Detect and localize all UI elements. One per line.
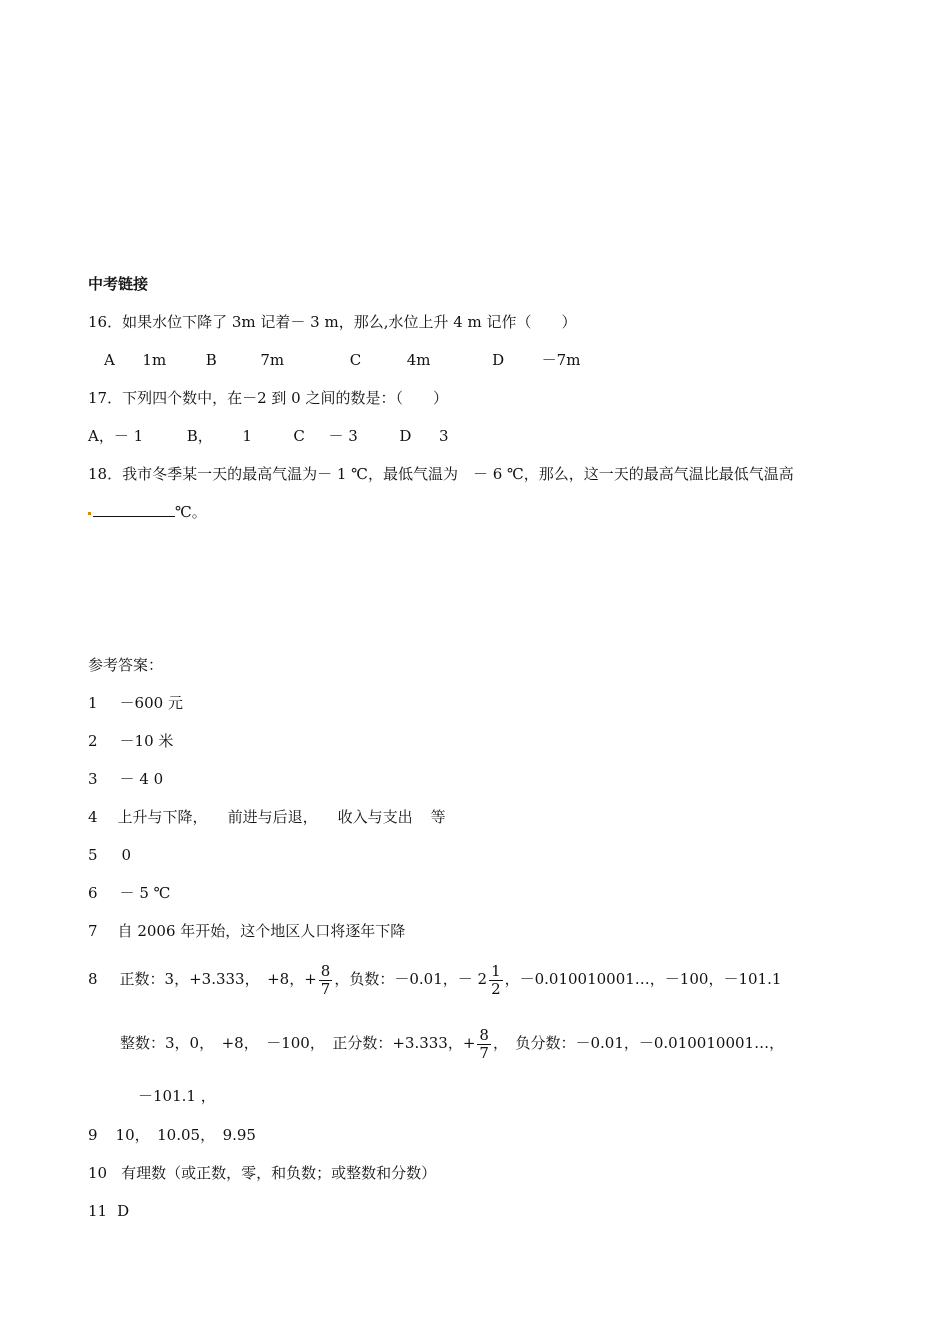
answer-part: 前进与后退， — [227, 808, 318, 826]
fraction-8-7: $\frac{8}{7}$ — [479, 1025, 489, 1062]
marker-dot — [88, 512, 91, 515]
answer-number: 6 — [88, 884, 98, 902]
q16-option-d-letter: D — [492, 351, 505, 369]
answer-part: 上升与下降， — [117, 808, 208, 826]
answer-3 — [88, 769, 163, 789]
answer-8-line-3: －101.1 ， — [138, 1087, 216, 1105]
answer-1 — [88, 693, 183, 713]
answer-text: 10， 10.05， 9.95 — [115, 1126, 256, 1144]
answer-text: －600 元 — [119, 694, 183, 712]
answer-4 — [88, 807, 446, 827]
q17-option-c-letter: C — [293, 427, 305, 445]
q16-option-b-letter: B — [205, 351, 217, 369]
answer-8-negatives-rest: ，－0.010010001…，－100，－101.1 — [504, 970, 782, 988]
question-17-options — [88, 426, 448, 446]
answer-number: 11 — [88, 1202, 108, 1220]
q16-option-a-letter: A — [104, 351, 115, 369]
answer-10 — [88, 1163, 436, 1183]
answer-8-negative-fractions: ， 负分数：－0.01，－0.010010001…， — [492, 1034, 785, 1052]
answer-text: 自 2006 年开始，这个地区人口将逐年下降 — [117, 922, 406, 940]
question-16-options — [104, 350, 580, 370]
q16-option-b-value: 7m — [260, 351, 285, 369]
answers-title: 参考答案： — [88, 656, 164, 674]
answer-part: 等 — [430, 808, 446, 826]
q16-option-d-value: －7m — [541, 351, 581, 369]
q18-unit: ℃。 — [175, 503, 207, 521]
answer-number: 9 — [88, 1126, 98, 1144]
answer-number: 5 — [88, 846, 98, 864]
answer-number: 8 — [88, 970, 98, 988]
answer-6 — [88, 883, 170, 903]
answer-number: 1 — [88, 694, 98, 712]
answer-text: － 4 0 — [119, 770, 164, 788]
answer-text: D — [117, 1202, 130, 1220]
answer-8-line-2 — [120, 1020, 784, 1066]
q16-option-c-letter: C — [349, 351, 362, 369]
fraction-8-7: $\frac{8}{7}$ — [320, 961, 331, 998]
q17-option-a: A，－ 1 — [88, 427, 144, 445]
question-18-answer-line — [88, 502, 207, 522]
answer-blank[interactable] — [93, 502, 175, 517]
section-title: 中考链接 — [88, 275, 149, 293]
answer-number: 10 — [88, 1164, 108, 1182]
answer-text: － 5 ℃ — [119, 884, 171, 902]
answer-number: 4 — [88, 808, 98, 826]
answer-number: 3 — [88, 770, 98, 788]
answer-part: 收入与支出 — [337, 808, 413, 826]
answer-text: 有理数（或正数，零，和负数；或整数和分数） — [121, 1164, 437, 1182]
question-16-stem: 16．如果水位下降了 3m 记着－ 3 m，那么,水位上升 4 m 记作（ ） — [88, 313, 577, 331]
q16-option-a-value: 1m — [142, 351, 167, 369]
answer-11 — [88, 1201, 129, 1221]
answer-8-negatives: ，负数：－0.01，－ 2 — [334, 970, 488, 988]
question-17-stem: 17．下列四个数中，在－2 到 0 之间的数是：（ ） — [88, 389, 448, 407]
answer-8-positives: 正数：3，+3.333， +8，+ — [119, 970, 317, 988]
q17-option-b-letter: B， — [186, 427, 213, 445]
answer-number: 2 — [88, 732, 98, 750]
answer-5 — [88, 845, 131, 865]
answer-8-integers: 整数：3，0， +8， －100， 正分数：+3.333，+ — [120, 1034, 476, 1052]
answer-2 — [88, 731, 173, 751]
answer-8-line-1 — [88, 956, 781, 1002]
question-18-stem: 18．我市冬季某一天的最高气温为－ 1 ℃，最低气温为 － 6 ℃，那么，这一天的最高气温比最低气温高 — [88, 465, 794, 483]
fraction-1-2: $\frac{1}{2}$ — [491, 961, 501, 998]
answer-number: 7 — [88, 922, 98, 940]
q16-option-c-value: 4m — [406, 351, 431, 369]
q17-option-d-value: 3 — [438, 427, 449, 445]
answer-text: 0 — [121, 846, 132, 864]
q17-option-d-letter: D — [399, 427, 412, 445]
answer-7 — [88, 921, 405, 941]
q17-option-c-value: － 3 — [328, 427, 358, 445]
answer-text: －10 米 — [119, 732, 174, 750]
answer-9 — [88, 1125, 256, 1145]
q17-option-b-value: 1 — [242, 427, 252, 445]
